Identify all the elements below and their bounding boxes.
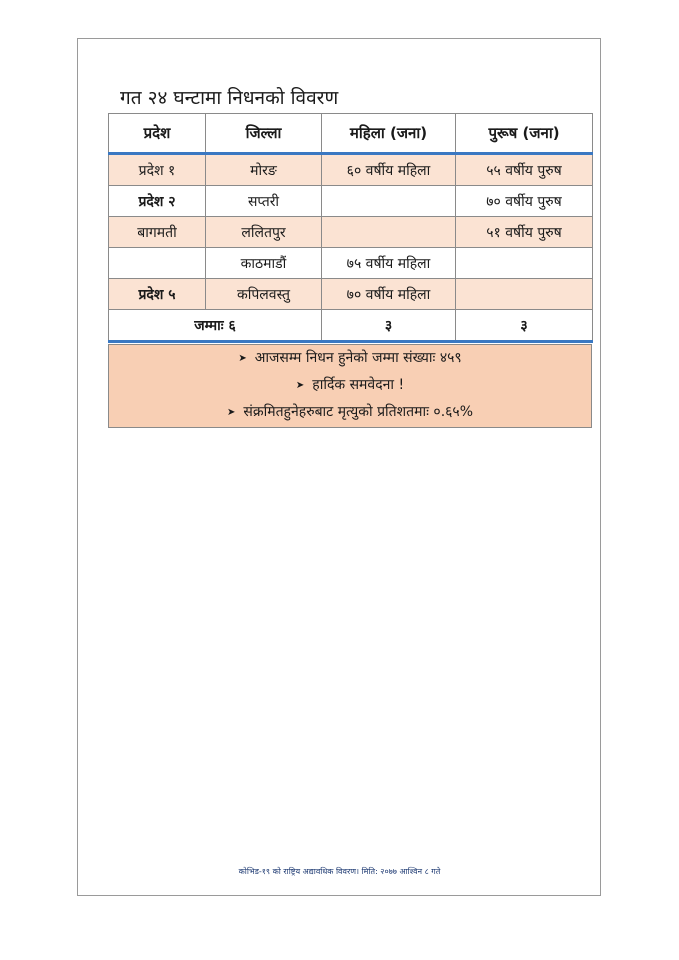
arrow-bullet-icon: ➤ <box>238 353 247 364</box>
female-cell <box>322 186 456 217</box>
district-cell: ललितपुर <box>206 217 322 248</box>
page-footer: कोभिड-१९ को राष्ट्रिय अद्यावधिक विवरण। मिति: २०७७ आश्विन ८ गते <box>238 867 441 876</box>
header-district: जिल्ला <box>206 114 322 154</box>
female-cell: ६० वर्षीय महिला <box>322 154 456 186</box>
table-row <box>109 186 593 217</box>
male-cell: ७० वर्षीय पुरुष <box>456 186 593 217</box>
province-cell: प्रदेश १ <box>109 154 206 186</box>
note-text: आजसम्म निधन हुनेको जम्मा संख्याः ४५९ <box>254 350 462 366</box>
male-cell: ५५ वर्षीय पुरुष <box>456 154 593 186</box>
header-female: महिला (जना) <box>322 114 456 154</box>
note-text: हार्दिक समवेदना ! <box>312 377 405 393</box>
note-item <box>109 372 591 399</box>
district-cell: कपिलवस्तु <box>206 279 322 310</box>
district-cell: काठमाडौं <box>206 248 322 279</box>
female-cell: ७० वर्षीय महिला <box>322 279 456 310</box>
table-total-row <box>109 310 593 342</box>
total-female-cell: ३ <box>322 310 456 342</box>
note-item <box>109 345 591 372</box>
district-cell: सप्तरी <box>206 186 322 217</box>
notes-box <box>108 344 592 428</box>
table-row <box>109 154 593 186</box>
table-header-row <box>109 114 593 154</box>
note-item <box>109 399 591 426</box>
table-row <box>109 279 593 310</box>
male-cell <box>456 248 593 279</box>
female-cell: ७५ वर्षीय महिला <box>322 248 456 279</box>
province-cell: बागमती <box>109 217 206 248</box>
male-cell <box>456 279 593 310</box>
arrow-bullet-icon: ➤ <box>226 407 236 418</box>
note-text: संक्रमितहुनेहरुबाट मृत्युको प्रतिशतमाः ०.६५% <box>243 404 474 420</box>
arrow-bullet-icon: ➤ <box>295 380 305 391</box>
total-male-cell: ३ <box>456 310 593 342</box>
header-male: पुरूष (जना) <box>456 114 593 154</box>
district-cell: मोरङ <box>206 154 322 186</box>
province-cell: प्रदेश ५ <box>109 279 206 310</box>
header-province: प्रदेश <box>109 114 206 154</box>
table-row <box>109 217 593 248</box>
province-cell <box>109 248 206 279</box>
total-label-cell: जम्माः ६ <box>109 310 322 342</box>
province-cell: प्रदेश २ <box>109 186 206 217</box>
section-title: गत २४ घन्टामा निधनको विवरण <box>120 87 339 109</box>
table-row <box>109 248 593 279</box>
female-cell <box>322 217 456 248</box>
deaths-table <box>108 113 593 343</box>
male-cell: ५१ वर्षीय पुरुष <box>456 217 593 248</box>
